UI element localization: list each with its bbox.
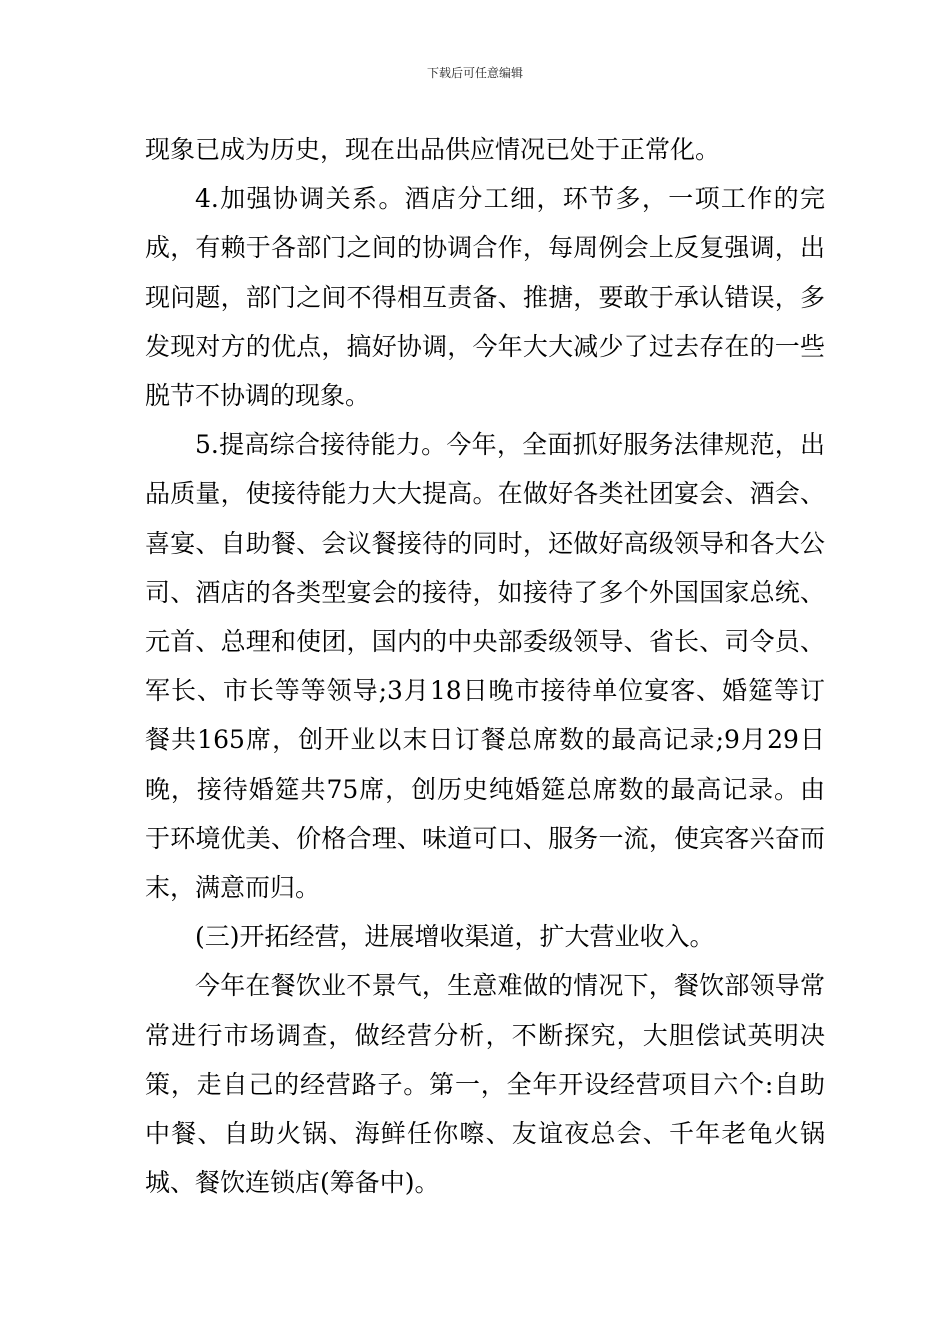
paragraph-2: 4.加强协调关系。酒店分工细，环节多，一项工作的完成，有赖于各部门之间的协调合作，每周例会上反复强调，出现问题，部门之间不得相互责备、推搪，要敢于承认错误，多发现对方的优点，搞好协调，今年大大减少了过去存在的一些脱节不协调的现象。 [145, 184, 825, 411]
paragraph-4: (三)开拓经营，进展增收渠道，扩大营业收入。 [195, 922, 715, 952]
paragraph-1: 现象已成为历史，现在出品供应情况已处于正常化。 [145, 135, 721, 164]
paragraph-5: 今年在餐饮业不景气，生意难做的情况下，餐饮部领导常常进行市场调查，做经营分析，不断探究，大胆偿试英明决策，走自己的经营路子。第一，全年开设经营项目六个:自助中餐、自助火锅、海鲜任你嚓、友谊夜总会、千年老龟火锅城、餐饮连锁店(筹备中)。 [145, 971, 825, 1198]
page-header: 下载后可任意编辑 [426, 66, 523, 80]
document-body [145, 125, 825, 1207]
paragraph-3: 5.提高综合接待能力。今年，全面抓好服务法律规范，出品质量，使接待能力大大提高。在做好各类社团宴会、酒会、喜宴、自助餐、会议餐接待的同时，还做好高级领导和各大公司、酒店的各类型宴会的接待，如接待了多个外国国家总统、元首、总理和使团，国内的中央部委级领导、省长、司令员、军长、市长等等领导;3月18日晚市接待单位宴客、婚筵等订餐共165席，创开业以末日订餐总席数的最高记录;9月29日晚，接待婚筵共75席，创历史纯婚筵总席数的最高记录。由于环境优美、价格合理、味道可口、服务一流，使宾客兴奋而末，满意而归。 [145, 430, 825, 903]
